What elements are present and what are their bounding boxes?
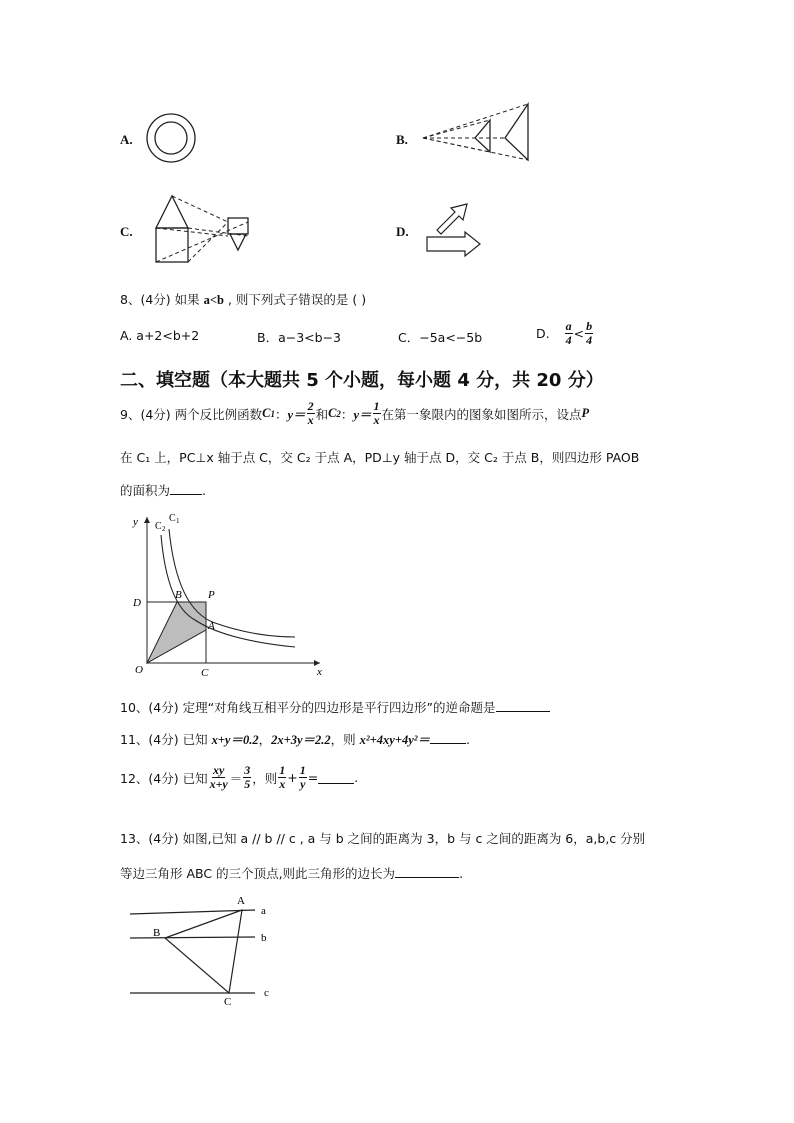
question-9-line-3-text: 的面积为 [120, 483, 171, 498]
question-8-prefix: 8、(4分) 如果 [120, 292, 200, 307]
graph-label-a: A [208, 620, 215, 632]
question-12-intro: 12、(4分) 已知 [120, 770, 208, 786]
graph-label-x: x [317, 666, 322, 678]
question-13-line-2 [120, 864, 463, 882]
fraction-numerator: xy [213, 763, 225, 777]
question-9-line-1-tail: 在第一象限内的图象如图所示，设点 [381, 406, 582, 422]
option-a-label: A. [120, 132, 133, 147]
fraction-numerator: 2 [307, 399, 314, 413]
curve-c2-name: C [328, 406, 337, 420]
question-12-then: ，则 [252, 770, 278, 786]
question-13-line-1: 13、(4分) 如图,已知 a // b // c , a 与 b 之间的距离为 3，b 与 c 之间的距离为 6，a,b,c 分别 [120, 831, 646, 846]
figure-point-c: C [224, 996, 232, 1008]
equation-1: x+y＝0.2 [211, 733, 259, 747]
fraction-denominator: 4 [586, 333, 593, 347]
answer-blank[interactable] [395, 865, 459, 878]
answer-blank[interactable] [496, 699, 550, 712]
question-13-figure [125, 892, 285, 1012]
colon: ： [274, 406, 288, 422]
question-9-fraction-1 [307, 400, 315, 427]
option-d-label: D. [396, 224, 409, 239]
figure-line-b: b [261, 932, 267, 944]
graph-label-b: B [175, 589, 182, 601]
equation-lhs: y＝ [287, 407, 306, 422]
graph-label-d: D [133, 597, 141, 609]
period: . [459, 866, 464, 881]
question-13-line-2-text: 等边三角形 ABC 的三个顶点,则此三角形的边长为 [120, 866, 396, 881]
colon: ： [340, 406, 354, 422]
fraction-denominator: y [300, 777, 306, 791]
fraction-denominator: x [307, 413, 314, 427]
option-b-figure-projection [420, 100, 535, 165]
period: . [354, 770, 359, 785]
figure-point-a: A [237, 895, 245, 907]
question-12-fraction-3-5 [243, 764, 251, 791]
fraction-denominator: 5 [244, 777, 251, 791]
option-d-figure-arrows [425, 200, 485, 260]
option-b-label: B. [396, 132, 408, 147]
fraction-denominator: x+y [209, 777, 228, 791]
figure-line-a: a [261, 905, 266, 917]
question-10-text: 10、(4分) 定理“对角线互相平分的四边形是平行四边形”的逆命题是 [120, 700, 496, 715]
question-11 [120, 730, 470, 748]
curve-c2-subscript: 2 [336, 408, 341, 419]
question-8-option-d-label: D. [536, 326, 550, 341]
question-8-option-d [536, 320, 594, 347]
equation-2: 2x+3y＝2.2 [271, 733, 331, 747]
equals-sign: ＝ [229, 770, 243, 786]
period: . [202, 483, 206, 498]
figure-line-c: c [264, 987, 269, 999]
answer-blank[interactable] [430, 731, 466, 744]
graph-label-c1: C [169, 513, 176, 524]
question-8-option-d-fraction-2 [585, 320, 593, 347]
curve-c1-name: C [262, 406, 271, 420]
fraction-denominator: x [279, 777, 286, 791]
fraction-numerator: a [565, 319, 572, 333]
option-c-label: C. [120, 224, 133, 239]
equals-sign: = [307, 770, 319, 785]
question-9-line-3 [120, 481, 206, 499]
answer-blank[interactable] [170, 482, 202, 495]
curve-c1-subscript: 1 [270, 408, 275, 419]
fraction-denominator: 4 [565, 333, 572, 347]
question-9-graph [125, 505, 335, 677]
question-11-intro: 11、(4分) 已知 [120, 732, 212, 747]
plus-sign: + [287, 770, 298, 785]
graph-label-origin: O [135, 664, 143, 676]
question-12-fraction-1-x [278, 764, 286, 791]
figure-point-b: B [153, 927, 161, 939]
section-2-title: 二、填空题（本大题共 5 个小题，每小题 4 分，共 20 分） [120, 370, 604, 391]
less-than-sign: < [573, 326, 585, 341]
graph-label-c2: C [155, 521, 162, 532]
graph-label-y: y [133, 516, 138, 528]
fraction-numerator: 1 [373, 399, 380, 413]
option-c-figure-house-projection [150, 192, 260, 267]
question-8-option-d-fraction-1 [565, 320, 573, 347]
answer-blank[interactable] [318, 771, 354, 784]
question-12 [120, 764, 358, 791]
fraction-numerator: 1 [299, 763, 306, 777]
question-9-line-1 [120, 400, 589, 427]
graph-label-p: P [208, 589, 215, 601]
separator: ， [258, 732, 272, 747]
fraction-numerator: 1 [279, 763, 286, 777]
question-8-option-b: B．a−3<b−3 [257, 330, 341, 345]
option-a-figure-concentric-circles [145, 112, 197, 164]
fraction-denominator: x [373, 413, 380, 427]
question-12-fraction-1-y [299, 764, 307, 791]
question-8-stem [120, 290, 366, 308]
fraction-numerator: 3 [244, 763, 251, 777]
question-8-condition: a<b [203, 293, 224, 307]
question-8-option-c: C．−5a<−5b [398, 330, 483, 345]
graph-label-c: C [201, 667, 209, 679]
expression: x²+4xy+4y²＝ [359, 733, 430, 747]
question-11-then: ，则 [330, 732, 360, 747]
period: . [466, 732, 470, 747]
question-9-fraction-2 [373, 400, 381, 427]
graph-label-c1-subscript: 1 [176, 517, 180, 525]
point-p: P [581, 406, 590, 420]
question-9-line-2: 在 C₁ 上，PC⊥x 轴于点 C，交 C₂ 于点 A，PD⊥y 轴于点 D，交 C₂ 于点 B，则四边形 PAOB [120, 450, 640, 465]
question-8-suffix: , 则下列式子错误的是 ( ) [227, 292, 367, 307]
question-8-option-a: A. a+2<b+2 [120, 328, 200, 343]
graph-label-c2-subscript: 2 [162, 525, 166, 533]
fraction-numerator: b [586, 319, 593, 333]
question-12-fraction-xy [209, 764, 229, 791]
question-10 [120, 698, 550, 716]
equation-lhs: y＝ [353, 407, 372, 422]
conjunction: 和 [315, 406, 329, 422]
question-9-intro: 9、(4分) 两个反比例函数 [120, 406, 263, 422]
